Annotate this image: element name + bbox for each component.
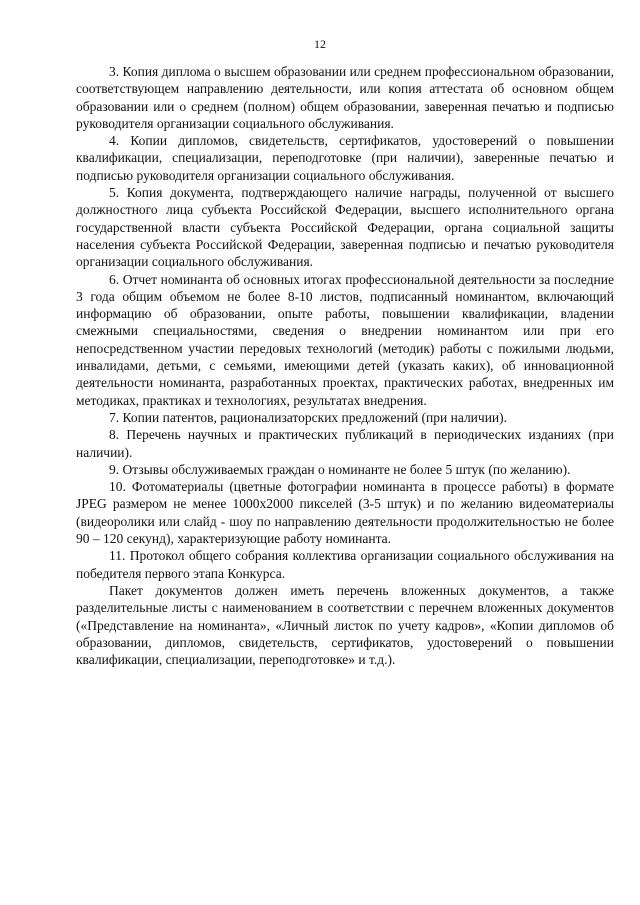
list-item-11: 11. Протокол общего собрания коллектива организации социального обслуживания на победителя первого этапа Конкурса. [76, 548, 614, 581]
list-item-3: 3. Копия диплома о высшем образовании или среднем профессиональном образовании, соответствующем направлению деятельности, или копия аттестата об основном общем образовании или о среднем (полном) общем образовании, заверенная печатью и подписью руководителя организации социального обслуживания. [76, 64, 614, 131]
document-body [76, 63, 614, 668]
list-item-5: 5. Копия документа, подтверждающего наличие награды, полученной от высшего должностного лица субъекта Российской Федерации, высшего исполнительного органа государственной власти субъекта Российской Федерации, органа социальной защиты населения субъекта Российской Федерации, заверенная подписью и печатью руководителя организации социального обслуживания. [76, 185, 614, 270]
page-number: 12 [314, 37, 326, 51]
list-item-7: 7. Копии патентов, рационализаторских предложений (при наличии). [109, 409, 508, 425]
list-item-6: 6. Отчет номинанта об основных итогах профессиональной деятельности за последние 3 года общим объемом не более 8-10 листов, подписанный номинантом, включающий информацию об образовании, опыте работы, повышении квалификации, владении смежными специальностями, сведения о внедрении номинантом или при его непосредственном участии передовых технологий (методик) работы с пожилыми людьми, инвалидами, детьми, с семьями, имеющими детей (указать каких), об инновационной деятельности номинанта, разработанных проектах, практических работах, внедренных им методиках, практиках и технологиях, результатах внедрения. [76, 271, 614, 408]
list-item-4: 4. Копии дипломов, свидетельств, сертификатов, удостоверений о повышении квалификации, специализации, переподготовке (при наличии), заверенные печатью и подписью руководителя организации социального обслуживания. [76, 133, 614, 183]
list-item-9: 9. Отзывы обслуживаемых граждан о номинанте не более 5 штук (по желанию). [109, 461, 571, 477]
closing-paragraph: Пакет документов должен иметь перечень вложенных документов, а также разделительные листы с наименованием в соответствии с перечнем вложенных документов («Представление на номинанта», «Личный листок по учету кадров», «Копии дипломов об образовании, дипломов, свидетельств, сертификатов, удостоверений о повышении квалификации, специализации, переподготовке» и т.д.). [76, 582, 614, 668]
list-item-8: 8. Перечень научных и практических публикаций в периодических изданиях (при наличии). [76, 427, 614, 460]
list-item-10: 10. Фотоматериалы (цветные фотографии номинанта в процессе работы) в формате JPEG размером не менее 1000х2000 пикселей (3-5 штук) и по желанию видеоматериалы (видеоролики или слайд - шоу по направлению деятельности продолжительностью не более 90 – 120 секунд), характеризующие работу номинанта. [76, 479, 614, 547]
